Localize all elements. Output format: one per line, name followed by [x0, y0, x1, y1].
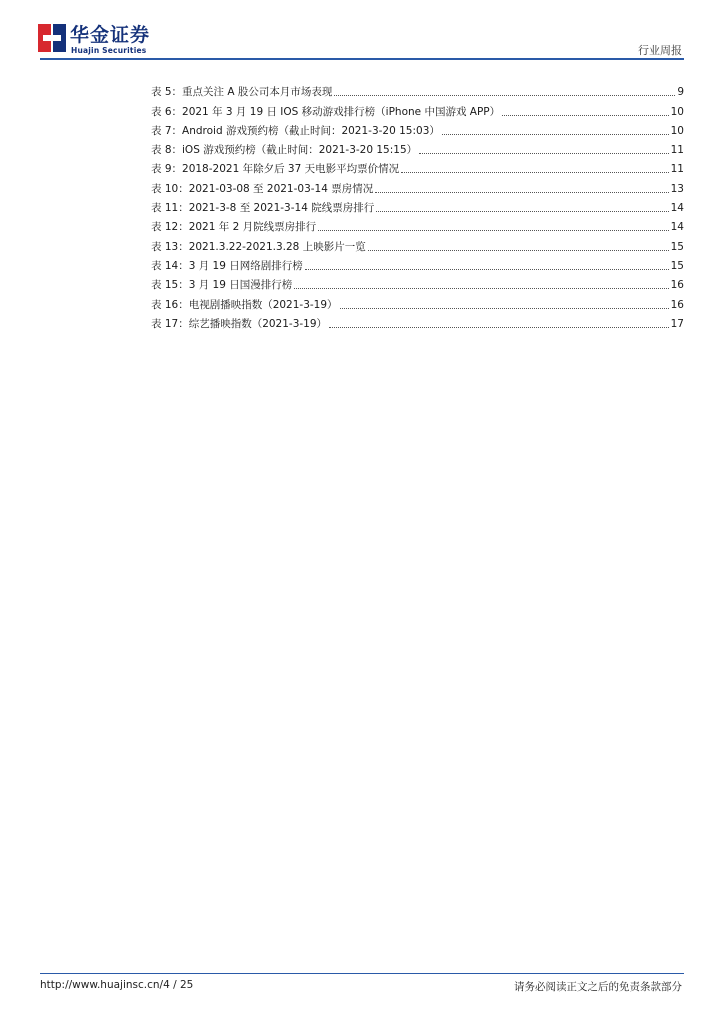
toc-dot-leader	[376, 211, 668, 212]
page-header	[0, 0, 724, 62]
toc-entry-label: 表 7：Android 游戏预约榜（截止时间：2021-3-20 15:03）	[151, 124, 440, 137]
toc-entry[interactable]	[151, 292, 684, 311]
toc-entry-page: 11	[670, 144, 684, 157]
toc-dot-leader	[368, 250, 669, 251]
toc-entry[interactable]	[151, 119, 684, 138]
toc-dot-leader	[442, 134, 669, 135]
toc-dot-leader	[334, 95, 675, 96]
footer-disclaimer: 请务必阅读正文之后的免责条款部分	[514, 981, 682, 993]
footer-divider	[40, 973, 684, 974]
toc-entry[interactable]	[151, 312, 684, 331]
toc-entry[interactable]	[151, 215, 684, 234]
table-of-tables	[151, 80, 684, 331]
toc-entry[interactable]	[151, 234, 684, 253]
toc-entry[interactable]	[151, 273, 684, 292]
toc-entry-page: 15	[670, 240, 684, 253]
toc-dot-leader	[340, 308, 669, 309]
toc-entry-page: 10	[670, 105, 684, 118]
toc-dot-leader	[329, 327, 669, 328]
toc-entry-label: 表 9：2018-2021 年除夕后 37 天电影平均票价情况	[151, 163, 400, 176]
toc-entry-page: 9	[677, 86, 684, 99]
toc-entry-label: 表 10：2021-03-08 至 2021-03-14 票房情况	[151, 182, 374, 195]
logo-chinese-name: 华金证券	[70, 24, 151, 46]
toc-entry-label: 表 17：综艺播映指数（2021-3-19）	[151, 317, 328, 330]
toc-entry[interactable]	[151, 157, 684, 176]
toc-dot-leader	[375, 192, 668, 193]
huajin-logo-icon	[38, 24, 66, 52]
toc-entry[interactable]	[151, 254, 684, 273]
toc-dot-leader	[305, 269, 669, 270]
footer-url-page[interactable]: http://www.huajinsc.cn/4 / 25	[40, 979, 194, 991]
toc-entry[interactable]	[151, 99, 684, 118]
toc-entry-page: 16	[670, 279, 684, 292]
toc-entry-page: 14	[670, 202, 684, 215]
toc-entry-page: 11	[670, 163, 684, 176]
toc-entry-label: 表 12：2021 年 2 月院线票房排行	[151, 221, 317, 234]
toc-entry-label: 表 11：2021-3-8 至 2021-3-14 院线票房排行	[151, 202, 375, 215]
toc-entry-label: 表 8：iOS 游戏预约榜（截止时间：2021-3-20 15:15）	[151, 144, 418, 157]
toc-entry[interactable]	[151, 80, 684, 99]
toc-entry-label: 表 14：3 月 19 日网络剧排行榜	[151, 259, 303, 272]
toc-entry-label: 表 5：重点关注 A 股公司本月市场表现	[151, 86, 333, 99]
toc-entry[interactable]	[151, 196, 684, 215]
toc-entry-page: 15	[670, 259, 684, 272]
logo-english-name: Huajin Securities	[71, 46, 147, 55]
toc-dot-leader	[294, 288, 668, 289]
toc-entry[interactable]	[151, 138, 684, 157]
toc-dot-leader	[401, 172, 669, 173]
toc-entry-page: 10	[670, 124, 684, 137]
toc-entry-label: 表 13：2021.3.22-2021.3.28 上映影片一览	[151, 240, 366, 253]
toc-entry-page: 13	[670, 182, 684, 195]
toc-entry-label: 表 15：3 月 19 日国漫排行榜	[151, 279, 293, 292]
company-logo	[38, 24, 154, 56]
toc-entry-page: 17	[670, 317, 684, 330]
toc-entry-page: 14	[670, 221, 684, 234]
toc-entry-label: 表 16：电视剧播映指数（2021-3-19）	[151, 298, 338, 311]
toc-dot-leader	[419, 153, 668, 154]
toc-dot-leader	[318, 230, 669, 231]
toc-entry-page: 16	[670, 298, 684, 311]
report-type-label: 行业周报	[638, 44, 682, 57]
toc-dot-leader	[502, 115, 668, 116]
header-divider	[40, 58, 684, 60]
toc-entry[interactable]	[151, 176, 684, 195]
toc-entry-label: 表 6：2021 年 3 月 19 日 IOS 移动游戏排行榜（iPhone 中国游戏 APP）	[151, 105, 501, 118]
